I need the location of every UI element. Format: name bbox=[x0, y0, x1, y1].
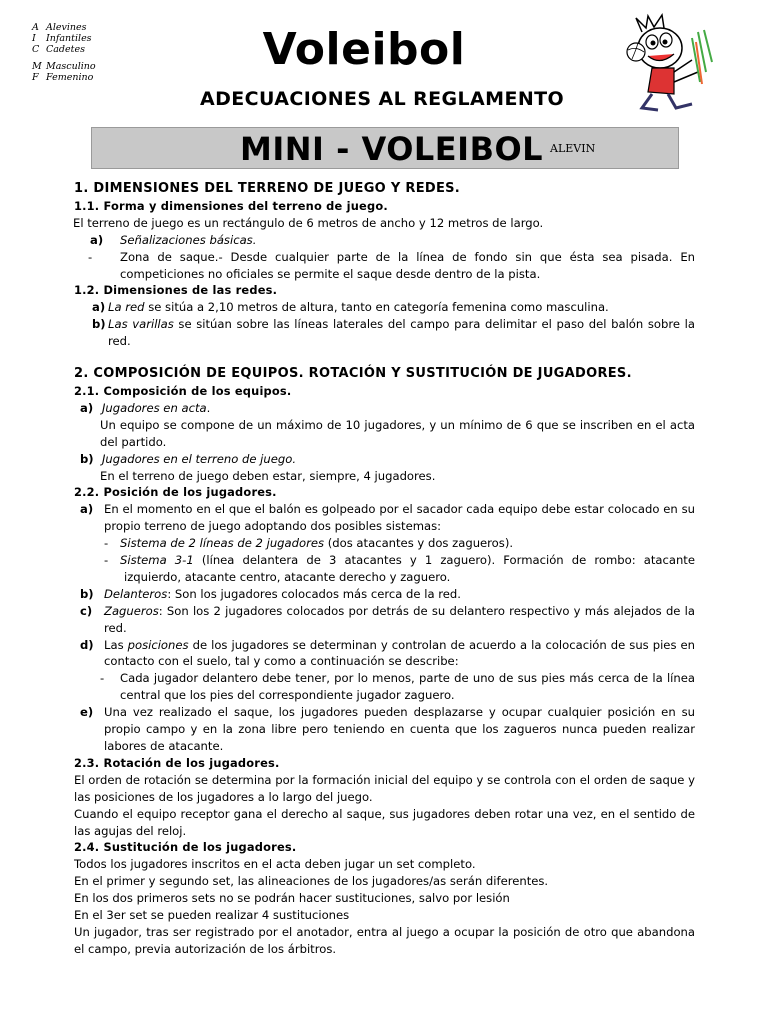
subsection-heading: 1.1. Forma y dimensiones del terreno de juego. bbox=[74, 198, 388, 213]
paragraph: Un equipo se compone de un máximo de 10 jugadores, y un mínimo de 6 que se inscriben en el acta del partido. bbox=[100, 417, 695, 449]
list-item bbox=[74, 232, 695, 249]
page-title: Voleibol bbox=[262, 24, 466, 75]
list-marker: - bbox=[100, 671, 105, 686]
list-marker: b) bbox=[80, 451, 94, 466]
list-item bbox=[74, 535, 695, 552]
list-item bbox=[74, 603, 695, 637]
paragraph: El orden de rotación se determina por la formación inicial del equipo y se controla con el orden de saque y las posiciones de los jugadores a lo largo del juego. bbox=[74, 772, 695, 804]
legend-value: Cadetes bbox=[46, 44, 85, 56]
list-marker: d) bbox=[80, 637, 94, 652]
section-heading: 2. COMPOSICIÓN DE EQUIPOS. ROTACIÓN Y SUSTITUCIÓN DE JUGADORES. bbox=[74, 366, 632, 382]
paragraph: Cuando el equipo receptor gana el derecho al saque, sus jugadores deben rotar una vez, en el sentido de las agujas del reloj. bbox=[74, 806, 695, 838]
list-item-title: posiciones bbox=[127, 637, 189, 652]
list-marker: - bbox=[104, 553, 109, 568]
list-item-text: Las bbox=[104, 637, 128, 652]
list-item bbox=[74, 670, 695, 704]
banner-category-tag: ALEVIN bbox=[550, 142, 596, 155]
page-subtitle: ADECUACIONES AL REGLAMENTO bbox=[200, 88, 565, 110]
list-item-text: : Son los jugadores colocados más cerca de la red. bbox=[167, 586, 461, 601]
list-item-title: Sistema 3-1 bbox=[120, 553, 194, 568]
list-item-text: Una vez realizado el saque, los jugadores pueden desplazarse y ocupar cualquier posición en su propio campo y en la zona libre pero teniendo en cuenta que los zagueros nunca pueden realizar labores de atacante. bbox=[104, 705, 695, 753]
list-marker: a) bbox=[90, 232, 104, 247]
list-item-text: Zona de saque.- Desde cualquier parte de la línea de fondo sin que ésta sea pisada. En competiciones no oficiales se permite el saque desde dentro de la pista. bbox=[120, 249, 695, 281]
list-item-text: Cada jugador delantero debe tener, por lo menos, parte de uno de sus pies más cerca de la línea central que los pies del correspondiente jugador zaguero. bbox=[120, 671, 695, 703]
list-item bbox=[74, 552, 695, 586]
legend-key: A bbox=[32, 22, 39, 33]
list-marker: a) bbox=[92, 300, 106, 315]
subsection-heading: 2.2. Posición de los jugadores. bbox=[74, 485, 277, 500]
paragraph: Un jugador, tras ser registrado por el anotador, entra al juego a ocupar la posición de otro que abandona el campo, previa autorización de los árbitros. bbox=[74, 924, 695, 956]
list-marker: a) bbox=[80, 502, 94, 517]
list-item-text: En el momento en el que el balón es golpeado por el sacador cada equipo debe estar colocado en su propio terreno de juego adoptando dos posibles sistemas: bbox=[104, 502, 695, 534]
list-item-text: (línea delantera de 3 atacantes y 1 zaguero). Formación de rombo: atacante izquierdo, atacante centro, atacante derecho y zaguero. bbox=[124, 553, 695, 584]
legend-value: Alevines bbox=[46, 22, 87, 33]
subsection-heading: 2.4. Sustitución de los jugadores. bbox=[74, 840, 297, 855]
subsection-heading: 1.2. Dimensiones de las redes. bbox=[74, 283, 278, 298]
paragraph: Todos los jugadores inscritos en el acta deben jugar un set completo. bbox=[74, 857, 476, 872]
paragraph: En el primer y segundo set, las alineaciones de los jugadores/as serán diferentes. bbox=[74, 874, 549, 889]
list-marker: c) bbox=[80, 603, 93, 618]
legend-value: Masculino bbox=[46, 60, 96, 72]
paragraph: En los dos primeros sets no se podrán hacer sustituciones, salvo por lesión bbox=[74, 891, 510, 906]
subsection-heading: 2.1. Composición de los equipos. bbox=[74, 383, 292, 398]
list-item-title: Jugadores en acta bbox=[102, 400, 207, 415]
banner-title: MINI - VOLEIBOL bbox=[240, 130, 544, 168]
section-heading: 1. DIMENSIONES DEL TERRENO DE JUEGO Y REDES. bbox=[74, 181, 461, 196]
list-marker: - bbox=[88, 249, 93, 264]
list-item-title: Sistema de 2 líneas de 2 jugadores bbox=[120, 536, 325, 551]
legend-value: Infantiles bbox=[46, 33, 92, 45]
list-item bbox=[74, 316, 695, 350]
list-item-title: Las varillas bbox=[108, 317, 174, 332]
list-item bbox=[74, 451, 695, 468]
list-marker: e) bbox=[80, 705, 94, 720]
list-item-text: se sitúan sobre las líneas laterales del campo para delimitar el paso del balón sobre la red. bbox=[108, 317, 695, 349]
paragraph: En el 3er set se pueden realizar 4 sustituciones bbox=[74, 908, 350, 923]
list-marker: a) bbox=[80, 400, 94, 415]
list-item-text: se sitúa a 2,10 metros de altura, tanto en categoría femenina como masculina. bbox=[144, 300, 609, 315]
list-item-text: : Son los 2 jugadores colocados por detrás de su delantero respectivo y más alejados de la red. bbox=[104, 603, 695, 635]
list-item bbox=[74, 501, 695, 535]
paragraph: En el terreno de juego deben estar, siempre, 4 jugadores. bbox=[100, 468, 436, 483]
document-body bbox=[74, 181, 695, 958]
list-item-text: (dos atacantes y dos zagueros). bbox=[324, 536, 514, 551]
list-item-title: Delanteros bbox=[104, 586, 168, 601]
list-item-title: Señalizaciones básicas. bbox=[120, 232, 257, 247]
list-item bbox=[74, 704, 695, 755]
legend-key: C bbox=[32, 44, 40, 56]
list-marker: - bbox=[104, 536, 109, 551]
legend-value: Femenino bbox=[46, 71, 94, 83]
list-marker: b) bbox=[80, 586, 94, 601]
legend-key: M bbox=[32, 60, 42, 72]
list-item-text: . bbox=[206, 400, 211, 415]
section-banner bbox=[91, 127, 679, 169]
list-marker: b) bbox=[92, 317, 106, 332]
list-item bbox=[74, 299, 695, 316]
volleyball-mascot-icon bbox=[612, 12, 716, 114]
list-item-title: Jugadores en el terreno de juego. bbox=[102, 451, 297, 466]
legend-key: I bbox=[32, 33, 36, 45]
list-item-title: Zagueros bbox=[104, 603, 159, 618]
list-item bbox=[74, 400, 695, 417]
legend-key: F bbox=[32, 71, 39, 83]
subsection-heading: 2.3. Rotación de los jugadores. bbox=[74, 755, 280, 770]
list-item-text: de los jugadores se determinan y controlan de acuerdo a la colocación de sus pies en contacto con el suelo, tal y como a continuación se describe: bbox=[104, 637, 695, 669]
paragraph: El terreno de juego es un rectángulo de 6 metros de ancho y 12 metros de largo. bbox=[73, 215, 544, 230]
list-item bbox=[74, 249, 695, 283]
list-item bbox=[74, 586, 695, 603]
list-item-title: La red bbox=[108, 300, 145, 315]
list-item bbox=[74, 637, 695, 671]
